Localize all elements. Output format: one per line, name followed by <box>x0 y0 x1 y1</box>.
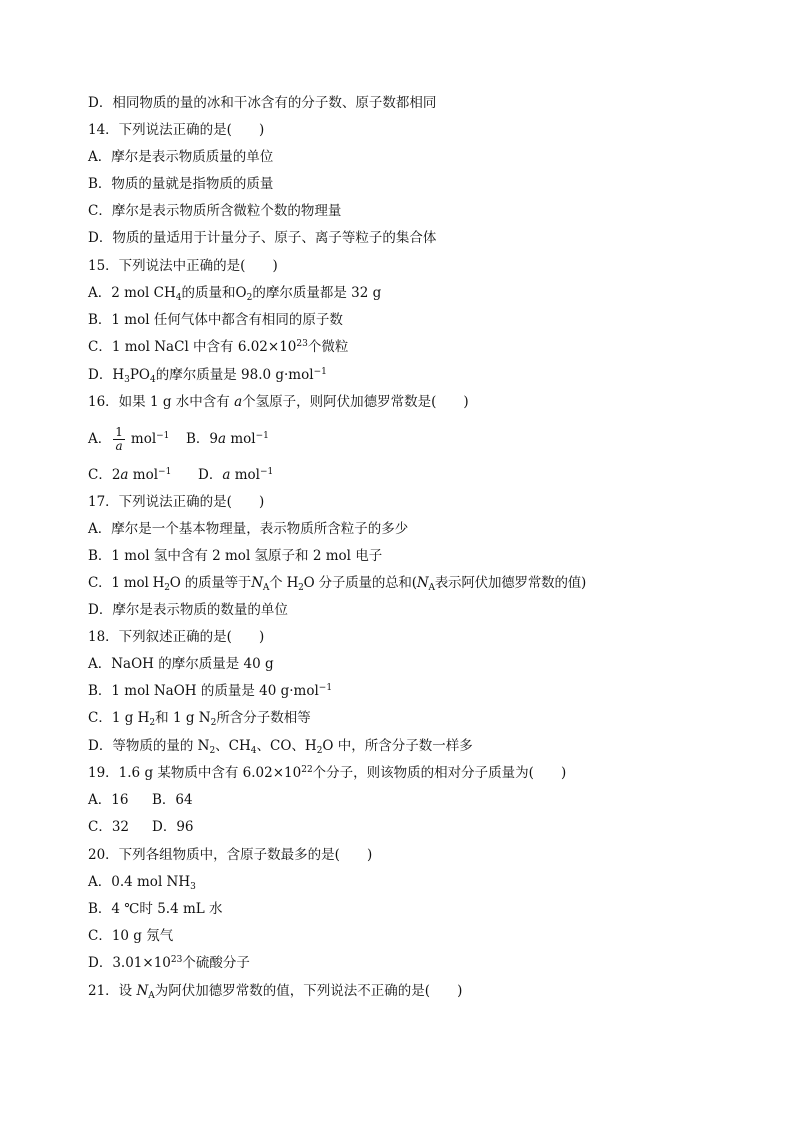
q16-option-a: A． $\frac{1}{a}$ mol$^{-1}$ <box>88 425 170 453</box>
q14-option-a: A．摩尔是表示物质质量的单位 <box>88 149 274 165</box>
q16-stem: 16．如果 1 g 水中含有 a个氢原子，则阿伏加德罗常数是( ) <box>88 394 469 410</box>
q20-option-a: A．0.4 mol $NH_3$ <box>88 874 196 892</box>
q16-fraction: $\frac{1}{a}$ <box>115 425 123 453</box>
q14-option-d: D．物质的量适用于计量分子、原子、离子等粒子的集合体 <box>88 230 437 246</box>
q13-option-d: D．相同物质的量的冰和干冰含有的分子数、原子数都相同 <box>88 95 437 111</box>
q21-stem: 21．设 $N_A$为阿伏加德罗常数的值，下列说法不正确的是( ) <box>88 983 463 1001</box>
q17-option-b: B．1 mol 氢中含有 2 mol 氢原子和 2 mol 电子 <box>88 548 383 564</box>
q15-option-c: C．1 mol NaCl 中含有 $6.02\times 10^{23}$个微粒 <box>88 339 349 355</box>
q18-option-d: D．等物质的量的 $N_2$、$CH_4$、CO、$H_2O$ 中，所含分子数一样多 <box>88 738 473 756</box>
q15-option-a: A．2 mol $CH_4$的质量和$O_2$的摩尔质量都是 32 g <box>88 285 382 303</box>
q18-stem: 18．下列叙述正确的是( ) <box>88 629 265 645</box>
q20-option-c: C．10 g 氖气 <box>88 928 174 944</box>
q20-stem: 20．下列各组物质中，含原子数最多的是( ) <box>88 847 373 863</box>
q14-stem: 14．下列说法正确的是( ) <box>88 122 265 138</box>
q17-option-a: A．摩尔是一个基本物理量，表示物质所含粒子的多少 <box>88 521 409 537</box>
q14-option-c: C．摩尔是表示物质所含微粒个数的物理量 <box>88 203 342 219</box>
q20-option-b: B．4 ℃时 5.4 mL 水 <box>88 901 223 917</box>
q20-option-d: D．$3.01\times 10^{23}$个硫酸分子 <box>88 955 250 971</box>
q16-option-c: C．2a mol$^{-1}$ <box>88 467 172 483</box>
q15-stem: 15．下列说法中正确的是( ) <box>88 258 278 274</box>
q19-option-d: D．96 <box>152 819 194 835</box>
q16-option-b: B．9a mol$^{-1}$ <box>186 431 269 447</box>
q18-option-a: A．NaOH 的摩尔质量是 40 g <box>88 656 274 672</box>
q18-option-b: B．1 mol NaOH 的质量是 40 g·mol$^{-1}$ <box>88 683 333 699</box>
q17-option-d: D．摩尔是表示物质的数量的单位 <box>88 602 288 618</box>
q18-option-c: C．1 g $H_2$和 1 g $N_2$所含分子数相等 <box>88 710 311 728</box>
q19-option-b: B．64 <box>152 792 193 808</box>
q17-stem: 17．下列说法正确的是( ) <box>88 494 265 510</box>
q15-option-d: D．$H_3PO_4$的摩尔质量是 98.0 g·mol$^{-1}$ <box>88 367 327 385</box>
q19-option-a: A．16 <box>88 792 129 808</box>
q17-option-c: C．1 mol $H_2O$ 的质量等于$N_A$个 $H_2O$ 分子质量的总和($N_A$表示阿伏加德罗常数的值) <box>88 575 587 593</box>
q16-option-d: D．a mol$^{-1}$ <box>198 467 274 483</box>
q19-option-c: C．32 <box>88 819 130 835</box>
q15-option-b: B．1 mol 任何气体中都含有相同的原子数 <box>88 312 343 328</box>
q14-option-b: B．物质的量就是指物质的质量 <box>88 176 274 192</box>
q19-stem: 19．1.6 g 某物质中含有 $6.02\times 10^{22}$个分子，则该物质的相对分子质量为( ) <box>88 765 567 781</box>
